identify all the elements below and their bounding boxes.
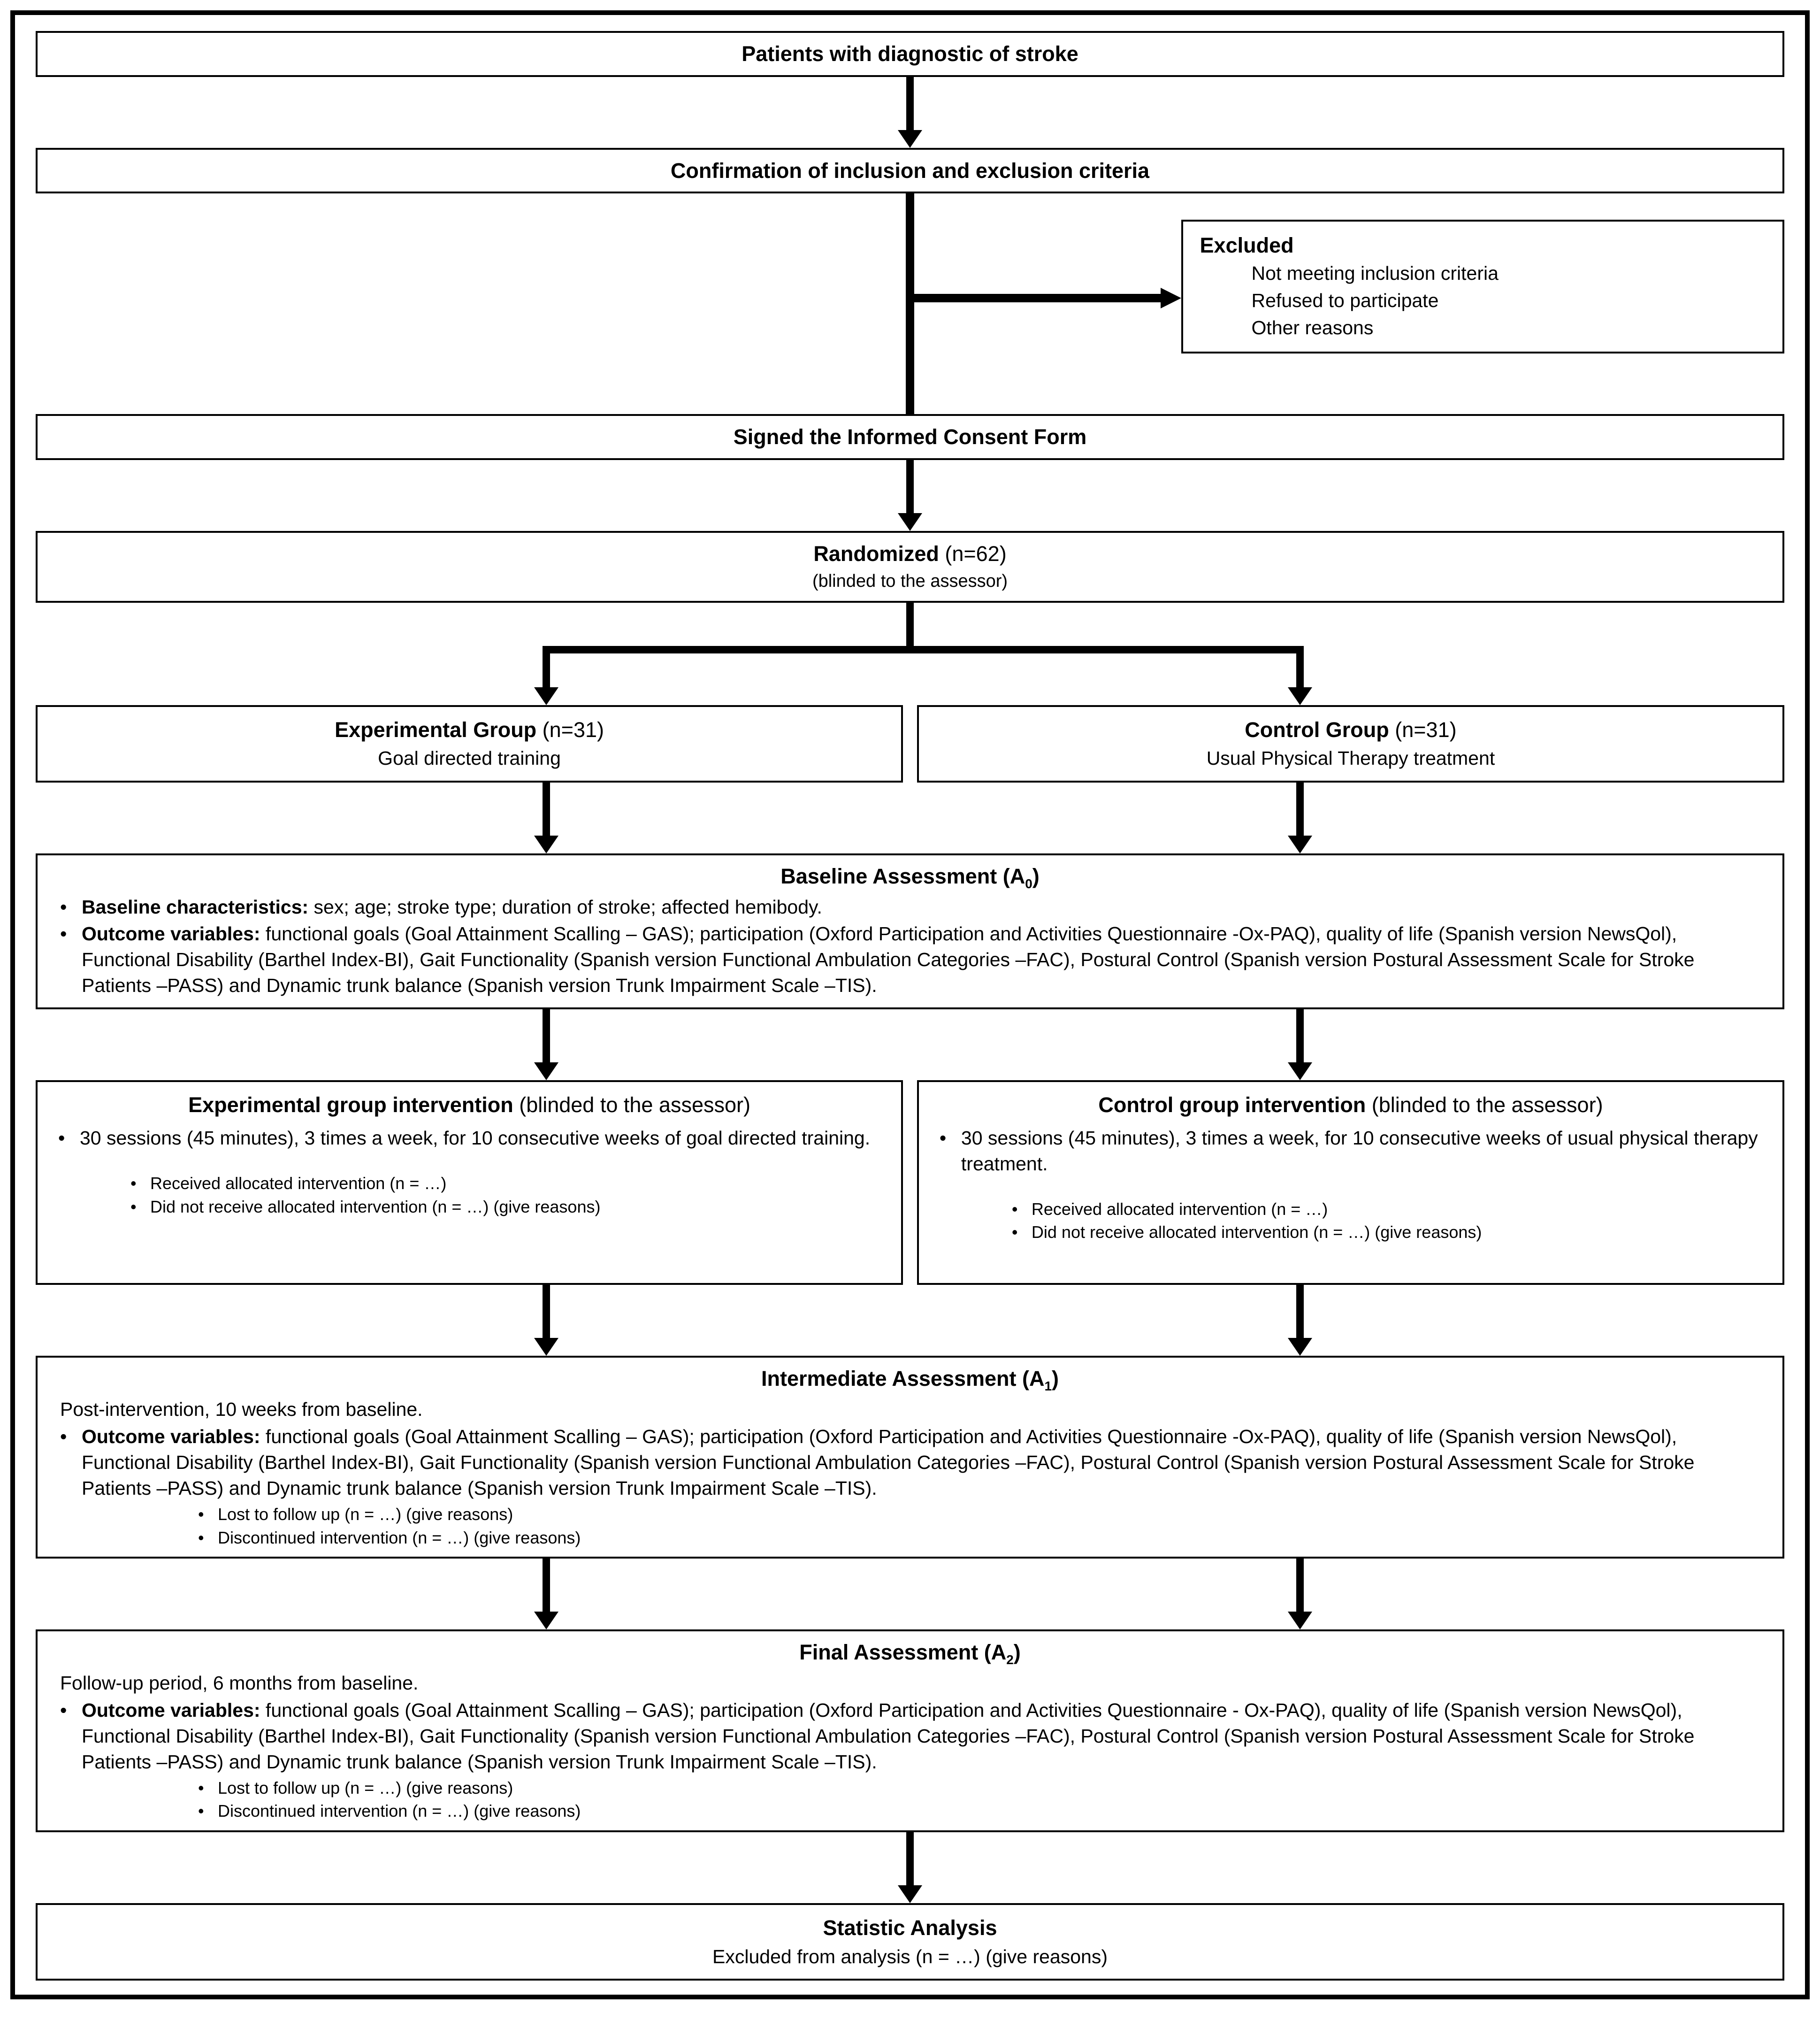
control-intervention-title: Control group intervention (blinded to the assessor) [1098, 1093, 1603, 1117]
sub-bullet: • Received allocated intervention (n = …) [1012, 1198, 1765, 1221]
randomized-title: Randomized (n=62) [813, 541, 1007, 566]
branch-section [36, 193, 1784, 414]
arrow-final-to-statistics [36, 1832, 1784, 1903]
statistics-title: Statistic Analysis [823, 1916, 997, 1940]
main-flow-stem [906, 193, 914, 414]
down-arrow [534, 1559, 558, 1629]
control-intervention-bullet: • 30 sessions (45 minutes), 3 times a week, for 10 consecutive weeks of usual physical therapy treatment. [940, 1125, 1765, 1177]
baseline-title: Baseline Assessment $(A_0)$ [780, 864, 1040, 891]
flow-box-confirmation [36, 148, 1784, 194]
excluded-branch-line [910, 294, 1162, 302]
flow-box-experimental-intervention [36, 1080, 903, 1285]
confirmation-title: Confirmation of inclusion and exclusion criteria [670, 158, 1150, 183]
arrow-stem [1296, 1009, 1304, 1062]
arrow-head-icon [1288, 1338, 1312, 1356]
sub-bullet: • Did not receive allocated intervention (n = …) (give reasons) [130, 1195, 883, 1219]
arrow-head-icon [534, 1612, 558, 1629]
control-group-subtitle: Usual Physical Therapy treatment [1206, 747, 1495, 769]
arrow-head-icon [534, 1338, 558, 1356]
sub-bullet: • Lost to follow up (n = …) (give reasons) [198, 1776, 1763, 1800]
arrow-head-icon [1288, 1062, 1312, 1080]
arrow-stem [906, 1832, 914, 1885]
final-intro: Follow-up period, 6 months from baseline. [60, 1672, 419, 1694]
arrow-head-icon [534, 1062, 558, 1080]
arrow-patients-to-confirmation [36, 77, 1784, 148]
split-bar [543, 646, 1304, 653]
experimental-intervention-bullet: • 30 sessions (45 minutes), 3 times a week, for 10 consecutive weeks of goal directed training. [58, 1125, 883, 1151]
arrow-head-icon [1288, 836, 1312, 853]
arrows-interventions-to-intermediate [36, 1285, 1784, 1356]
arrow-head-icon [898, 1885, 922, 1903]
flow-box-intermediate-assessment [36, 1356, 1784, 1559]
arrow-head-icon [1288, 687, 1312, 705]
excluded-item: Other reasons [1251, 317, 1374, 339]
final-title: Final Assessment $(A_2)$ [799, 1640, 1021, 1667]
intermediate-outcome-bullet: • Outcome variables: functional goals (Goal Attainment Scalling – GAS); participation (Oxford Participation and Activities Questionnaire -Ox-PAQ), quality of life (Spanish version NewsQol), Functional Disability (Barthel Index-BI), Gait Functionality (Spanish version Functional Ambulation Categories –FAC), Postural Control (Spanish version Postural Assessment Scale for Stroke Patients –PASS) and Dynamic trunk balance (Spanish version Trunk Impairment Scale –TIS). [60, 1424, 1763, 1501]
arrow-head-icon [898, 130, 922, 148]
arrows-baseline-to-interventions [36, 1009, 1784, 1080]
flow-box-baseline-assessment [36, 853, 1784, 1009]
down-arrow-left-branch [534, 646, 558, 705]
sub-bullet: • Lost to follow up (n = …) (give reasons) [198, 1503, 1763, 1526]
statistics-subtitle: Excluded from analysis (n = …) (give reasons) [712, 1945, 1108, 1967]
control-group-title: Control Group (n=31) [1245, 717, 1457, 742]
intermediate-title: Intermediate Assessment $(A_1)$ [761, 1367, 1059, 1394]
excluded-arrow-head-icon [1161, 288, 1181, 308]
arrow-stem [543, 646, 550, 687]
flow-diagram-frame [10, 10, 1810, 1999]
consent-title: Signed the Informed Consent Form [733, 425, 1087, 449]
excluded-title: Excluded [1200, 233, 1294, 258]
final-outcome-bullet: • Outcome variables: functional goals (Goal Attainment Scalling – GAS); participation (Oxford Participation and Activities Questionnaire - Ox-PAQ), quality of life (Spanish version NewsQol), Functional Disability (Barthel Index-BI), Gait Functionality (Spanish version Functional Ambulation Categories –FAC), Postural Control (Spanish version Postural Assessment Scale for Stroke Patients –PASS) and Dynamic trunk balance (Spanish version Trunk Impairment Scale –TIS). [60, 1697, 1763, 1775]
down-arrow [898, 77, 922, 148]
split-stem [906, 603, 914, 650]
arrow-consent-to-randomized [36, 460, 1784, 531]
down-arrow [534, 1285, 558, 1356]
sub-bullet: • Did not receive allocated intervention (n = …) (give reasons) [1012, 1221, 1765, 1244]
down-arrow [898, 1832, 922, 1903]
arrow-stem [1296, 646, 1304, 687]
arrow-stem [543, 1285, 550, 1338]
sub-bullet: • Received allocated intervention (n = …) [130, 1172, 883, 1195]
down-arrow-right-branch [1288, 646, 1312, 705]
arrow-head-icon [534, 836, 558, 853]
arrow-stem [906, 77, 914, 130]
arrow-stem [1296, 1285, 1304, 1338]
arrow-stem [543, 1009, 550, 1062]
excluded-item: Not meeting inclusion criteria [1251, 262, 1499, 284]
patients-title: Patients with diagnostic of stroke [742, 42, 1078, 66]
arrow-head-icon [1288, 1612, 1312, 1629]
split-section [36, 603, 1784, 705]
randomized-subtitle: (blinded to the assessor) [812, 571, 1008, 591]
group-row [36, 705, 1784, 783]
flow-box-control-group [917, 705, 1784, 783]
intervention-row [36, 1080, 1784, 1285]
flow-box-consent [36, 414, 1784, 460]
arrow-stem [543, 1559, 550, 1612]
flow-box-final-assessment [36, 1629, 1784, 1832]
experimental-intervention-title: Experimental group intervention (blinded to the assessor) [188, 1093, 750, 1117]
excluded-item: Refused to participate [1251, 289, 1439, 311]
arrow-stem [1296, 1559, 1304, 1612]
down-arrow [1288, 1285, 1312, 1356]
arrows-groups-to-baseline [36, 783, 1784, 853]
arrow-stem [543, 783, 550, 836]
flow-box-patients [36, 31, 1784, 77]
down-arrow [1288, 1559, 1312, 1629]
flow-box-statistic-analysis [36, 1903, 1784, 1981]
down-arrow [1288, 1009, 1312, 1080]
baseline-characteristics-bullet: • Baseline characteristics: sex; age; stroke type; duration of stroke; affected hemibody. [60, 894, 1763, 920]
down-arrow [534, 783, 558, 853]
flow-box-experimental-group [36, 705, 903, 783]
sub-bullet: • Discontinued intervention (n = …) (give reasons) [198, 1526, 1763, 1550]
flow-box-randomized [36, 531, 1784, 603]
arrow-stem [906, 460, 914, 513]
arrow-head-icon [898, 513, 922, 531]
down-arrow [534, 1009, 558, 1080]
arrows-intermediate-to-final [36, 1559, 1784, 1629]
arrow-head-icon [534, 687, 558, 705]
intermediate-intro: Post-intervention, 10 weeks from baseline. [60, 1398, 423, 1421]
experimental-group-title: Experimental Group (n=31) [335, 717, 604, 742]
arrow-stem [1296, 783, 1304, 836]
sub-bullet: • Discontinued intervention (n = …) (give reasons) [198, 1799, 1763, 1823]
down-arrow [898, 460, 922, 531]
experimental-intervention-subbullets [55, 1172, 883, 1218]
flow-box-excluded [1181, 220, 1784, 353]
flow-box-control-intervention [917, 1080, 1784, 1285]
experimental-group-subtitle: Goal directed training [378, 747, 561, 769]
baseline-outcome-bullet: • Outcome variables: functional goals (Goal Attainment Scalling – GAS); participation (Oxford Participation and Activities Questionnaire -Ox-PAQ), quality of life (Spanish version NewsQol), Functional Disability (Barthel Index-BI), Gait Functionality (Spanish version Functional Ambulation Categories –FAC), Postural Control (Spanish version Postural Assessment Scale for Stroke Patients –PASS) and Dynamic trunk balance (Spanish version Trunk Impairment Scale –TIS). [60, 921, 1763, 998]
down-arrow [1288, 783, 1312, 853]
control-intervention-subbullets [937, 1198, 1765, 1244]
